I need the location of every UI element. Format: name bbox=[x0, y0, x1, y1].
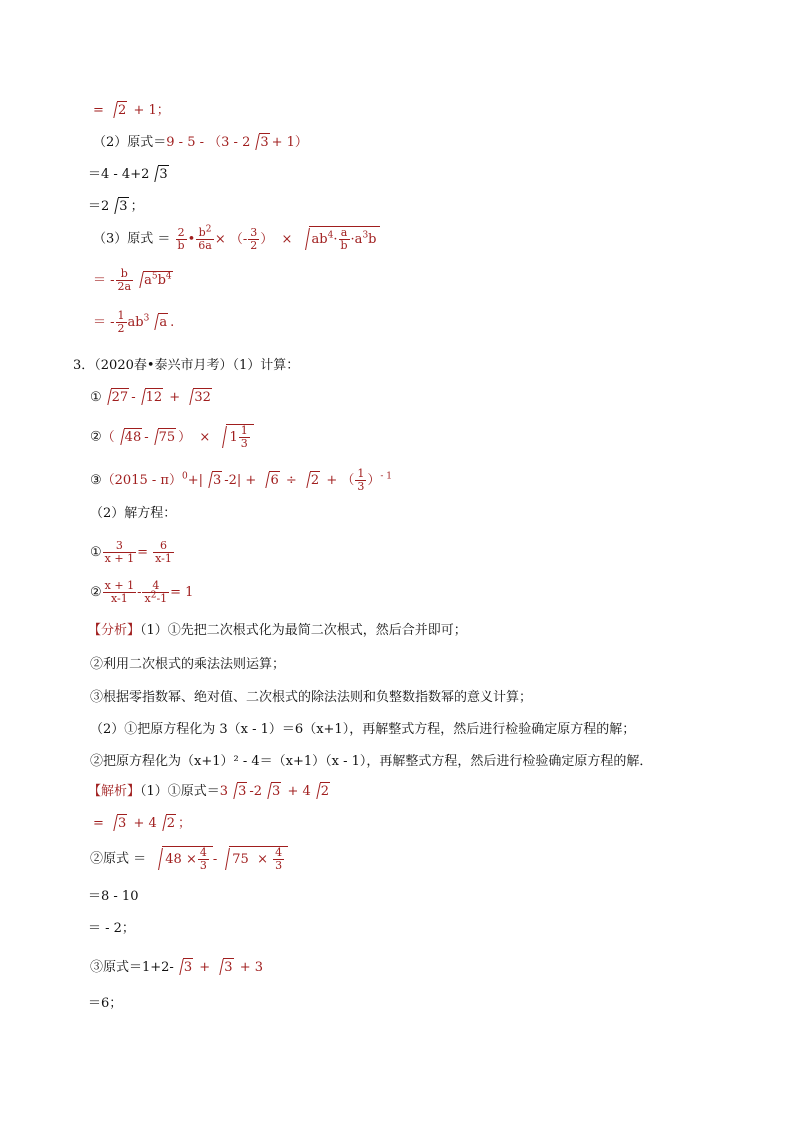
q3-calc-3: ③（2015 - π）$^0$+| 3 -2| + 6 ÷ 2 + （ $\frac{1}{3}$ ）$^{- 1}$ bbox=[90, 467, 393, 493]
solution-line-2: = 3 + 4 2 ； bbox=[93, 816, 192, 831]
analysis-line-5: ②把原方程化为（x+1）² - 4＝（x+1）（x - 1），再解整式方程，然后进行检验确定原方程的解． bbox=[90, 754, 653, 769]
solution-line-7: ＝6； bbox=[88, 996, 123, 1011]
solution-line-6: ③原式＝1+2- 3 + 3 + 3 bbox=[90, 960, 263, 975]
prev-line-6: ＝ - $\frac{b}{2a}$ $a^5b^4$ bbox=[93, 267, 172, 293]
prev-line-5-label: （3）原式 ＝ bbox=[93, 231, 175, 247]
prev-line-1: = 2 + 1； bbox=[93, 103, 170, 118]
q3-calc-2: ②（ 48 - 75 ） × 1 $\frac{1}{3}$ bbox=[90, 424, 254, 450]
analysis-line-3: ③根据零指数幂、绝对值、二次根式的除法法则和负整数指数幂的意义计算； bbox=[90, 690, 533, 705]
prev-line-3: ＝4 - 4+2 3 bbox=[88, 167, 168, 182]
q3-equation-2: ② $\frac{x + 1}{x-1}$ - $\frac{4}{x^2-1}$ = 1 bbox=[90, 579, 194, 605]
solution-line-4: ＝8 - 10 bbox=[88, 889, 139, 904]
solution-line-3: ②原式 ＝ 48 × $\frac{4}{3}$ - 75 × $\frac{4}{3}$ bbox=[90, 846, 288, 872]
prev-line-7: ＝ - $\frac{1}{2}$ $ab^3$ a . bbox=[93, 309, 175, 335]
prev-line-2-label: （2）原式＝ bbox=[93, 135, 167, 150]
analysis-line-2: ②利用二次根式的乘法法则运算； bbox=[90, 657, 286, 672]
q3-calc-1: ① 27 - 12 + 32 bbox=[90, 390, 211, 405]
q3-part-2: （2）解方程： bbox=[90, 506, 177, 521]
solution-tag: 【解析】 bbox=[88, 784, 141, 799]
question-3-stem: 3．（2020春•泰兴市月考）（1）计算： bbox=[73, 358, 300, 373]
prev-line-2: （2）原式＝9 - 5 - （3 - 2 3 + 1） bbox=[93, 135, 308, 150]
analysis-tag: 【分析】 bbox=[88, 623, 141, 638]
analysis-line-1: 【分析】（1）①先把二次根式化为最简二次根式，然后合并即可； bbox=[88, 623, 467, 638]
q3-equation-1: ① $\frac{3}{x + 1}$ = $\frac{6}{x-1}$ bbox=[90, 539, 172, 565]
analysis-line-4: （2）①把原方程化为 3（x - 1）＝6（x+1），再解整式方程，然后进行检验确定原方程的解； bbox=[90, 722, 636, 737]
prev-line-5: （3）原式 ＝ $\frac{2}{b}$ • $\frac{b^2}{6a}$ × （- $\frac{3}{2}$ ） × $ab^4\cdot$ $\frac{a}{b}$ $\cdot a^3b$ bbox=[93, 226, 380, 252]
prev-line-4: ＝2 3 ； bbox=[88, 199, 144, 214]
solution-line-1: 【解析】（1）①原式＝3 3 -2 3 + 4 2 bbox=[88, 784, 330, 799]
solution-line-5: ＝ - 2； bbox=[88, 921, 135, 936]
